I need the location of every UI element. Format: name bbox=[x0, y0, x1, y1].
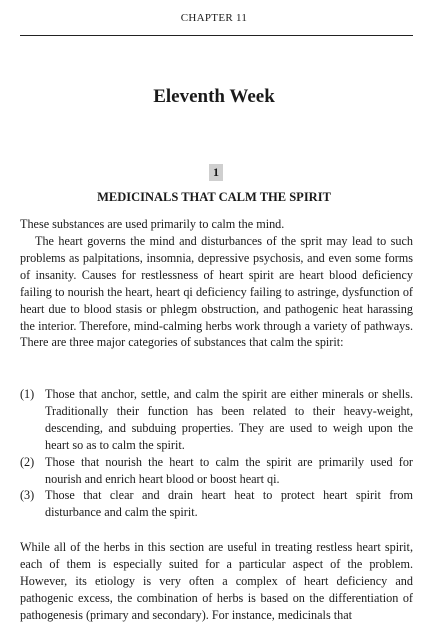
body-paragraph: The heart governs the mind and disturbances of the sprit may lead to such problems as palpitations, insomnia, depressive psychosis, and even some forms of insanity. Causes for restlessness of heart spirit are heart blood deficiency failing to nourish the heart, heart qi deficiency failing to astringe, dysfunction of heart due to blood stasis or phlegm obstruction, and pathogenic heat harassing the interior. Therefore, mind-calming herbs work through a variety of pathways. There are three major categories of substances that calm the spirit: bbox=[20, 234, 413, 350]
list-item bbox=[20, 487, 413, 521]
running-head: CHAPTER 11 bbox=[180, 12, 248, 24]
list-item-text: Those that clear and drain heart heat to protect heart spirit from disturbance and calm the spirit. bbox=[45, 488, 413, 520]
list-item-text: Those that nourish the heart to calm the spirit are primarily used for nourish and enrich heart blood or boost heart qi. bbox=[45, 454, 413, 486]
list-item bbox=[20, 386, 413, 454]
list-item bbox=[20, 454, 413, 488]
header-rule bbox=[20, 35, 413, 36]
page-title: Eleventh Week bbox=[153, 86, 275, 107]
list-item-text: Those that anchor, settle, and calm the spirit are either minerals or shells. Traditionally their function has been related to their heavy-weight, descending, and subduing properties. They are used to weigh upon the heart so as to calm the spirit. bbox=[45, 387, 413, 452]
closing-paragraph: While all of the herbs in this section are useful in treating restless heart spirit, each of them is especially suited for a particular aspect of the problem. However, its etiology is very often a complex of heart deficiency and pathogenic excess, the combination of herbs is based on the differentiation of pathogenesis (primary and secondary). For instance, medicinals that bbox=[20, 540, 413, 622]
list-item-number: (1) bbox=[20, 387, 35, 401]
list-item-number: (3) bbox=[20, 488, 35, 503]
intro-paragraph: These substances are used primarily to calm the mind. bbox=[20, 217, 285, 231]
section-number-badge: 1 bbox=[209, 164, 223, 181]
section-heading: MEDICINALS THAT CALM THE SPIRIT bbox=[97, 190, 331, 204]
category-list bbox=[20, 386, 413, 521]
list-item-number: (2) bbox=[20, 454, 35, 469]
